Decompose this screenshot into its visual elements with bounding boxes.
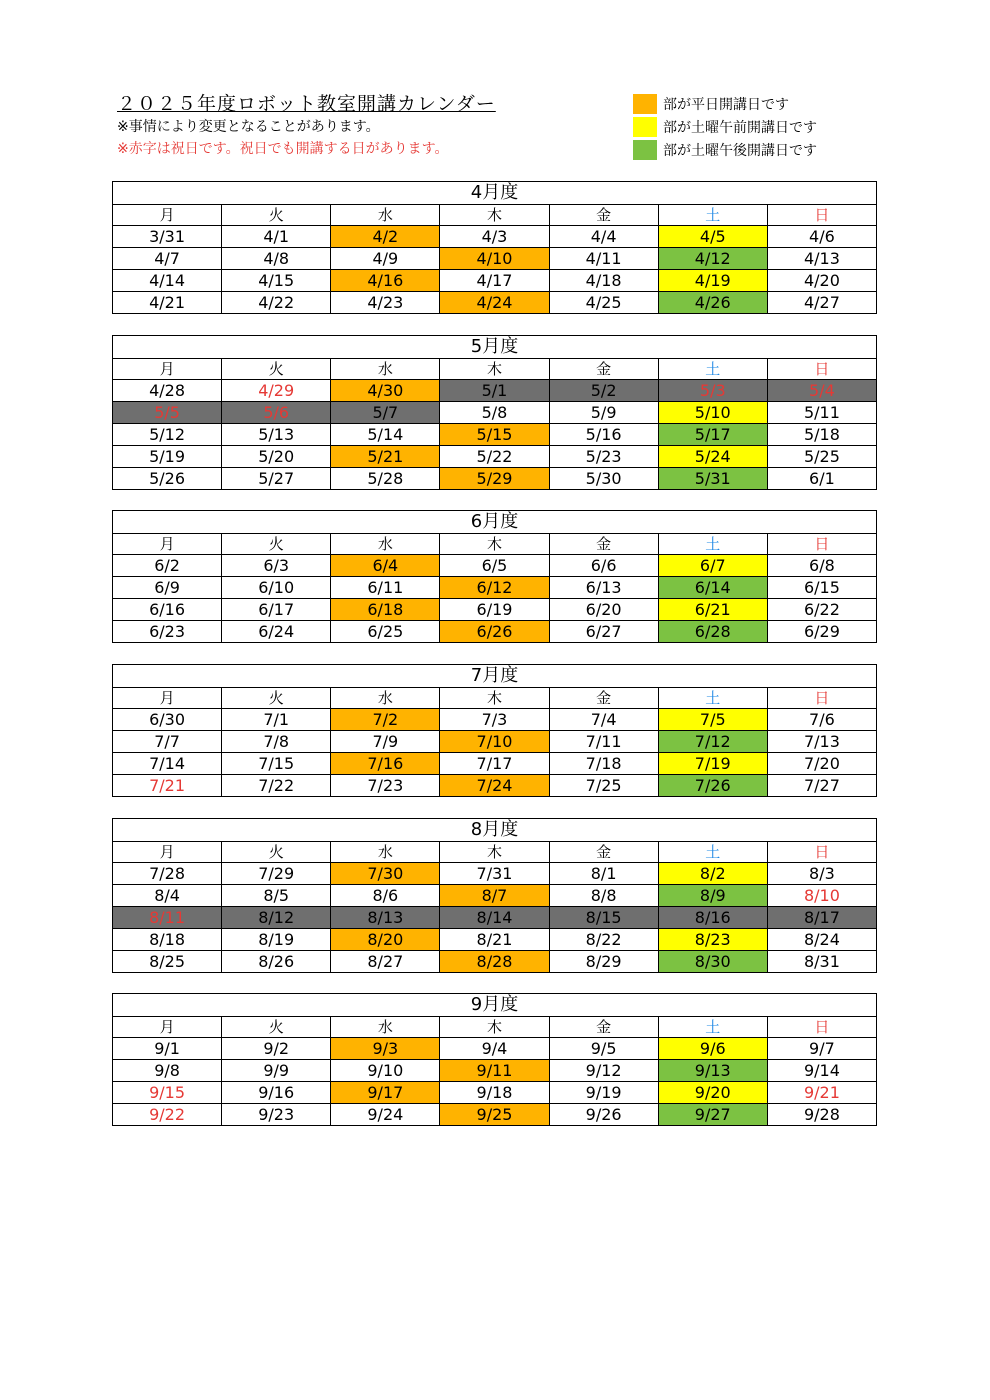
holiday-note: ※赤字は祝日です。祝日でも開講する日があります。: [117, 141, 449, 157]
date-cell: 4/11: [549, 248, 658, 270]
date-cell: 7/23: [331, 775, 440, 797]
date-cell: 6/6: [549, 555, 658, 577]
legend-label-weekday: 部が平日開講日です: [663, 96, 789, 113]
weekday-header: 日: [767, 534, 876, 555]
weekday-header: 金: [549, 359, 658, 380]
legend-swatch-saturday-pm: [633, 140, 657, 160]
date-cell: 8/16: [658, 907, 767, 929]
week-row: [113, 270, 877, 292]
date-cell: 5/29: [440, 468, 549, 490]
weekday-header: 土: [658, 534, 767, 555]
date-cell: 4/26: [658, 292, 767, 314]
date-cell: 5/4: [767, 380, 876, 402]
date-cell: 4/29: [222, 380, 331, 402]
date-cell: 6/21: [658, 599, 767, 621]
date-cell: 5/3: [658, 380, 767, 402]
date-cell: 5/8: [440, 402, 549, 424]
weekday-header: 木: [440, 688, 549, 709]
weekday-header: 月: [113, 688, 222, 709]
weekday-header: 日: [767, 1017, 876, 1038]
date-cell: 5/13: [222, 424, 331, 446]
date-cell: 4/24: [440, 292, 549, 314]
date-cell: 8/30: [658, 951, 767, 973]
date-cell: 6/11: [331, 577, 440, 599]
date-cell: 5/10: [658, 402, 767, 424]
date-cell: 8/18: [113, 929, 222, 951]
date-cell: 5/31: [658, 468, 767, 490]
date-cell: 9/13: [658, 1060, 767, 1082]
weekday-header: 木: [440, 359, 549, 380]
date-cell: 5/26: [113, 468, 222, 490]
weekday-header: 金: [549, 842, 658, 863]
date-cell: 4/15: [222, 270, 331, 292]
weekday-header: 金: [549, 534, 658, 555]
date-cell: 6/16: [113, 599, 222, 621]
date-cell: 9/17: [331, 1082, 440, 1104]
date-cell: 4/17: [440, 270, 549, 292]
weekday-header: 水: [331, 534, 440, 555]
weekday-header: 日: [767, 205, 876, 226]
date-cell: 8/1: [549, 863, 658, 885]
date-cell: 6/27: [549, 621, 658, 643]
date-cell: 8/17: [767, 907, 876, 929]
date-cell: 7/13: [767, 731, 876, 753]
legend-saturday-pm: [633, 138, 817, 161]
date-cell: 7/11: [549, 731, 658, 753]
month-title: 6月度: [113, 511, 877, 534]
date-cell: 4/6: [767, 226, 876, 248]
date-cell: 4/22: [222, 292, 331, 314]
weekday-header: 木: [440, 534, 549, 555]
date-cell: 6/18: [331, 599, 440, 621]
date-cell: 6/3: [222, 555, 331, 577]
date-cell: 5/17: [658, 424, 767, 446]
weekday-header: 木: [440, 842, 549, 863]
weekday-header: 火: [222, 842, 331, 863]
legend-label-saturday-pm: 部が土曜午後開講日です: [663, 142, 817, 159]
date-cell: 8/4: [113, 885, 222, 907]
date-cell: 8/5: [222, 885, 331, 907]
month-table: [112, 181, 877, 314]
date-cell: 6/14: [658, 577, 767, 599]
date-cell: 8/28: [440, 951, 549, 973]
date-cell: 8/13: [331, 907, 440, 929]
date-cell: 5/12: [113, 424, 222, 446]
date-cell: 9/24: [331, 1104, 440, 1126]
date-cell: 7/21: [113, 775, 222, 797]
weekday-header: 土: [658, 1017, 767, 1038]
date-cell: 5/11: [767, 402, 876, 424]
date-cell: 7/14: [113, 753, 222, 775]
date-cell: 8/22: [549, 929, 658, 951]
weekday-header: 土: [658, 688, 767, 709]
date-cell: 6/4: [331, 555, 440, 577]
legend-swatch-weekday: [633, 94, 657, 114]
weekday-header: 木: [440, 205, 549, 226]
date-cell: 7/6: [767, 709, 876, 731]
date-cell: 4/16: [331, 270, 440, 292]
week-row: [113, 1104, 877, 1126]
date-cell: 9/2: [222, 1038, 331, 1060]
date-cell: 6/20: [549, 599, 658, 621]
weekday-header: 月: [113, 842, 222, 863]
week-row: [113, 248, 877, 270]
date-cell: 5/14: [331, 424, 440, 446]
date-cell: 6/10: [222, 577, 331, 599]
date-cell: 4/30: [331, 380, 440, 402]
week-row: [113, 402, 877, 424]
date-cell: 9/28: [767, 1104, 876, 1126]
calendar-table: [112, 181, 877, 314]
date-cell: 9/22: [113, 1104, 222, 1126]
date-cell: 7/25: [549, 775, 658, 797]
date-cell: 6/5: [440, 555, 549, 577]
weekday-header: 水: [331, 205, 440, 226]
weekday-header: 水: [331, 1017, 440, 1038]
week-row: [113, 621, 877, 643]
date-cell: 4/10: [440, 248, 549, 270]
date-cell: 8/6: [331, 885, 440, 907]
legend-saturday-am: [633, 115, 817, 138]
month-title: 5月度: [113, 336, 877, 359]
weekday-header: 火: [222, 688, 331, 709]
date-cell: 8/21: [440, 929, 549, 951]
date-cell: 9/26: [549, 1104, 658, 1126]
calendar-table: [112, 818, 877, 973]
week-row: [113, 863, 877, 885]
month-table: [112, 664, 877, 797]
date-cell: 8/27: [331, 951, 440, 973]
month-title: 4月度: [113, 182, 877, 205]
date-cell: 5/28: [331, 468, 440, 490]
weekday-header: 火: [222, 205, 331, 226]
date-cell: 9/4: [440, 1038, 549, 1060]
change-note: ※事情により変更となることがあります。: [117, 119, 380, 135]
weekday-header: 土: [658, 359, 767, 380]
date-cell: 7/28: [113, 863, 222, 885]
weekday-header: 水: [331, 688, 440, 709]
legend-swatch-saturday-am: [633, 117, 657, 137]
date-cell: 4/8: [222, 248, 331, 270]
date-cell: 5/20: [222, 446, 331, 468]
date-cell: 8/14: [440, 907, 549, 929]
date-cell: 8/3: [767, 863, 876, 885]
date-cell: 7/30: [331, 863, 440, 885]
date-cell: 6/28: [658, 621, 767, 643]
date-cell: 4/28: [113, 380, 222, 402]
date-cell: 5/2: [549, 380, 658, 402]
date-cell: 6/12: [440, 577, 549, 599]
month-table: [112, 510, 877, 643]
legend: [633, 92, 817, 161]
date-cell: 8/15: [549, 907, 658, 929]
weekday-header: 火: [222, 534, 331, 555]
week-row: [113, 709, 877, 731]
month-title: 9月度: [113, 994, 877, 1017]
date-cell: 9/11: [440, 1060, 549, 1082]
date-cell: 4/9: [331, 248, 440, 270]
date-cell: 9/6: [658, 1038, 767, 1060]
date-cell: 7/19: [658, 753, 767, 775]
date-cell: 8/29: [549, 951, 658, 973]
date-cell: 7/26: [658, 775, 767, 797]
date-cell: 8/20: [331, 929, 440, 951]
date-cell: 4/7: [113, 248, 222, 270]
month-table: [112, 993, 877, 1126]
week-row: [113, 885, 877, 907]
date-cell: 7/15: [222, 753, 331, 775]
date-cell: 9/10: [331, 1060, 440, 1082]
date-cell: 6/25: [331, 621, 440, 643]
date-cell: 5/19: [113, 446, 222, 468]
header: [117, 92, 496, 160]
date-cell: 6/26: [440, 621, 549, 643]
date-cell: 7/2: [331, 709, 440, 731]
date-cell: 6/30: [113, 709, 222, 731]
date-cell: 4/4: [549, 226, 658, 248]
week-row: [113, 731, 877, 753]
month-title: 8月度: [113, 819, 877, 842]
date-cell: 9/12: [549, 1060, 658, 1082]
week-row: [113, 292, 877, 314]
date-cell: 5/24: [658, 446, 767, 468]
date-cell: 6/17: [222, 599, 331, 621]
date-cell: 7/27: [767, 775, 876, 797]
date-cell: 7/5: [658, 709, 767, 731]
week-row: [113, 1060, 877, 1082]
date-cell: 6/15: [767, 577, 876, 599]
weekday-header: 金: [549, 688, 658, 709]
weekday-header: 日: [767, 359, 876, 380]
date-cell: 9/9: [222, 1060, 331, 1082]
week-row: [113, 1082, 877, 1104]
date-cell: 4/18: [549, 270, 658, 292]
weekday-header: 月: [113, 534, 222, 555]
date-cell: 5/21: [331, 446, 440, 468]
date-cell: 4/25: [549, 292, 658, 314]
week-row: [113, 446, 877, 468]
date-cell: 4/3: [440, 226, 549, 248]
date-cell: 5/5: [113, 402, 222, 424]
date-cell: 7/3: [440, 709, 549, 731]
date-cell: 4/13: [767, 248, 876, 270]
calendar-table: [112, 664, 877, 797]
date-cell: 8/8: [549, 885, 658, 907]
calendar-table: [112, 335, 877, 490]
date-cell: 7/17: [440, 753, 549, 775]
date-cell: 7/7: [113, 731, 222, 753]
date-cell: 6/7: [658, 555, 767, 577]
date-cell: 9/23: [222, 1104, 331, 1126]
date-cell: 6/8: [767, 555, 876, 577]
date-cell: 8/25: [113, 951, 222, 973]
date-cell: 4/19: [658, 270, 767, 292]
date-cell: 8/26: [222, 951, 331, 973]
date-cell: 5/18: [767, 424, 876, 446]
date-cell: 4/12: [658, 248, 767, 270]
date-cell: 9/20: [658, 1082, 767, 1104]
date-cell: 7/18: [549, 753, 658, 775]
week-row: [113, 380, 877, 402]
week-row: [113, 555, 877, 577]
date-cell: 5/7: [331, 402, 440, 424]
date-cell: 4/14: [113, 270, 222, 292]
date-cell: 7/24: [440, 775, 549, 797]
date-cell: 6/23: [113, 621, 222, 643]
date-cell: 4/1: [222, 226, 331, 248]
date-cell: 9/14: [767, 1060, 876, 1082]
week-row: [113, 1038, 877, 1060]
date-cell: 9/16: [222, 1082, 331, 1104]
date-cell: 8/2: [658, 863, 767, 885]
date-cell: 6/24: [222, 621, 331, 643]
week-row: [113, 775, 877, 797]
date-cell: 7/8: [222, 731, 331, 753]
date-cell: 5/16: [549, 424, 658, 446]
date-cell: 8/23: [658, 929, 767, 951]
weekday-header: 日: [767, 688, 876, 709]
weekday-header: 土: [658, 842, 767, 863]
date-cell: 6/1: [767, 468, 876, 490]
date-cell: 7/12: [658, 731, 767, 753]
weekday-header: 金: [549, 1017, 658, 1038]
date-cell: 5/27: [222, 468, 331, 490]
month-table: [112, 335, 877, 490]
calendar-table: [112, 993, 877, 1126]
week-row: [113, 424, 877, 446]
date-cell: 9/25: [440, 1104, 549, 1126]
date-cell: 8/12: [222, 907, 331, 929]
date-cell: 9/3: [331, 1038, 440, 1060]
date-cell: 7/10: [440, 731, 549, 753]
month-title: 7月度: [113, 665, 877, 688]
date-cell: 5/6: [222, 402, 331, 424]
weekday-header: 水: [331, 359, 440, 380]
date-cell: 8/7: [440, 885, 549, 907]
date-cell: 5/9: [549, 402, 658, 424]
date-cell: 9/19: [549, 1082, 658, 1104]
date-cell: 6/9: [113, 577, 222, 599]
date-cell: 8/24: [767, 929, 876, 951]
date-cell: 9/27: [658, 1104, 767, 1126]
date-cell: 8/9: [658, 885, 767, 907]
date-cell: 7/4: [549, 709, 658, 731]
weekday-header: 木: [440, 1017, 549, 1038]
weekday-header: 月: [113, 359, 222, 380]
date-cell: 4/21: [113, 292, 222, 314]
week-row: [113, 951, 877, 973]
legend-weekday: [633, 92, 817, 115]
date-cell: 9/7: [767, 1038, 876, 1060]
weekday-header: 月: [113, 1017, 222, 1038]
date-cell: 7/31: [440, 863, 549, 885]
page-title: ２０２５年度ロボット教室開講カレンダー: [117, 93, 496, 115]
date-cell: 9/21: [767, 1082, 876, 1104]
weekday-header: 火: [222, 1017, 331, 1038]
date-cell: 9/8: [113, 1060, 222, 1082]
legend-label-saturday-am: 部が土曜午前開講日です: [663, 119, 817, 136]
week-row: [113, 599, 877, 621]
date-cell: 3/31: [113, 226, 222, 248]
date-cell: 9/5: [549, 1038, 658, 1060]
date-cell: 6/22: [767, 599, 876, 621]
date-cell: 4/23: [331, 292, 440, 314]
date-cell: 7/16: [331, 753, 440, 775]
week-row: [113, 226, 877, 248]
date-cell: 6/29: [767, 621, 876, 643]
date-cell: 5/25: [767, 446, 876, 468]
calendar-table: [112, 510, 877, 643]
weekday-header: 水: [331, 842, 440, 863]
weekday-header: 日: [767, 842, 876, 863]
weekday-header: 月: [113, 205, 222, 226]
date-cell: 7/9: [331, 731, 440, 753]
date-cell: 6/2: [113, 555, 222, 577]
date-cell: 5/23: [549, 446, 658, 468]
date-cell: 8/10: [767, 885, 876, 907]
month-table: [112, 818, 877, 973]
date-cell: 4/5: [658, 226, 767, 248]
date-cell: 9/15: [113, 1082, 222, 1104]
date-cell: 7/29: [222, 863, 331, 885]
week-row: [113, 753, 877, 775]
week-row: [113, 468, 877, 490]
date-cell: 8/31: [767, 951, 876, 973]
date-cell: 5/1: [440, 380, 549, 402]
date-cell: 7/22: [222, 775, 331, 797]
week-row: [113, 577, 877, 599]
weekday-header: 火: [222, 359, 331, 380]
date-cell: 8/19: [222, 929, 331, 951]
date-cell: 6/19: [440, 599, 549, 621]
date-cell: 5/15: [440, 424, 549, 446]
date-cell: 5/30: [549, 468, 658, 490]
date-cell: 5/22: [440, 446, 549, 468]
date-cell: 8/11: [113, 907, 222, 929]
week-row: [113, 907, 877, 929]
date-cell: 9/1: [113, 1038, 222, 1060]
weekday-header: 金: [549, 205, 658, 226]
date-cell: 4/27: [767, 292, 876, 314]
weekday-header: 土: [658, 205, 767, 226]
date-cell: 9/18: [440, 1082, 549, 1104]
date-cell: 6/13: [549, 577, 658, 599]
date-cell: 7/20: [767, 753, 876, 775]
date-cell: 4/20: [767, 270, 876, 292]
date-cell: 7/1: [222, 709, 331, 731]
date-cell: 4/2: [331, 226, 440, 248]
week-row: [113, 929, 877, 951]
